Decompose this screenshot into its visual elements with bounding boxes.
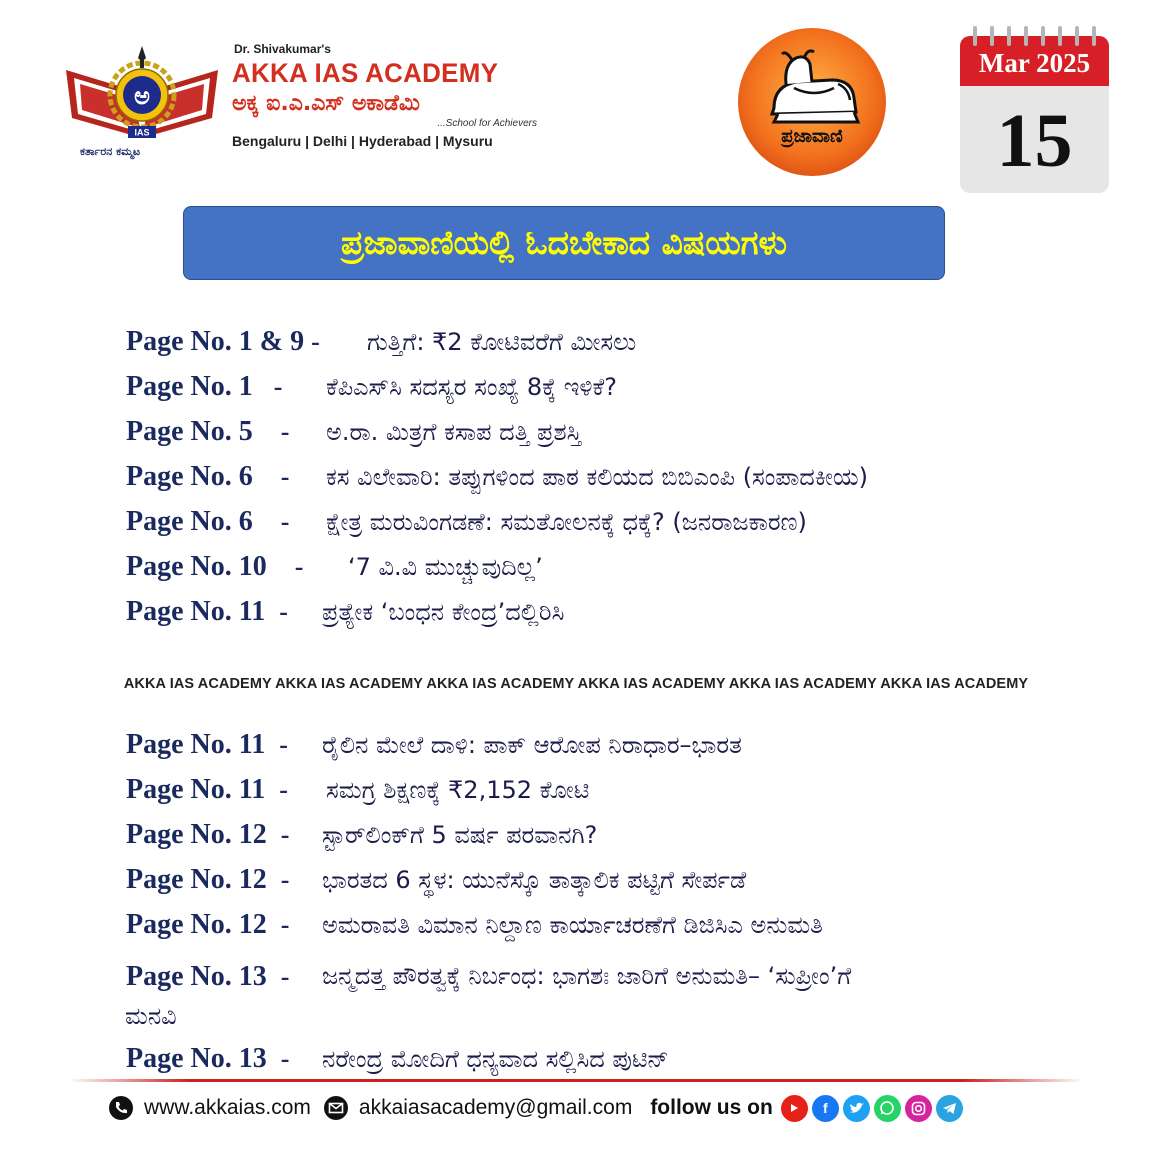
headline: ಗುತ್ತಿಗೆ: ₹2 ಕೋಟಿವರೆಗೆ ಮೀಸಲು bbox=[367, 328, 637, 356]
academy-tagline: ...School for Achievers bbox=[437, 118, 537, 129]
page-number: Page No. 13 - bbox=[126, 961, 290, 992]
academy-prefix: Dr. Shivakumar's bbox=[234, 42, 331, 56]
headline: ಪ್ರತ್ಯೇಕ ‘ಬಂಧನ ಕೇಂದ್ರ’ದಲ್ಲಿರಿಸಿ bbox=[322, 598, 565, 626]
phone-icon bbox=[108, 1095, 134, 1121]
email-icon bbox=[323, 1095, 349, 1121]
academy-name: AKKA IAS ACADEMY bbox=[232, 58, 499, 88]
svg-text:ಅ: ಅ bbox=[134, 82, 150, 110]
page-number: Page No. 1 - bbox=[126, 371, 283, 402]
headline: ‘7 ವಿ.ವಿ ಮುಚ್ಚುವುದಿಲ್ಲ’ bbox=[348, 553, 543, 581]
follow-label: follow us on bbox=[650, 1096, 773, 1119]
headline: ಅಮರಾವತಿ ವಿಮಾನ ನಿಲ್ದಾಣ ಕಾರ್ಯಾಚರಣೆಗೆ ಡಿಜಿಸಿಎ ಅನುಮತಿ bbox=[322, 911, 823, 939]
academy-brand bbox=[232, 42, 562, 149]
title-banner bbox=[183, 206, 945, 280]
headline-continuation: ಮನವಿ bbox=[125, 1002, 177, 1030]
page-number: Page No. 11 - bbox=[126, 596, 288, 627]
headline: ಕ್ಷೇತ್ರ ಮರುವಿಂಗಡಣೆ: ಸಮತೋಲನಕ್ಕೆ ಧಕ್ಕೆ? (ಜನರಾಜಕಾರಣ) bbox=[326, 508, 807, 536]
instagram-icon[interactable] bbox=[905, 1095, 932, 1122]
list-item bbox=[126, 864, 1116, 909]
banner-title: ಪ್ರಜಾವಾಣಿಯಲ್ಲಿ ಓದಬೇಕಾದ ವಿಷಯಗಳು bbox=[341, 223, 787, 262]
twitter-icon[interactable] bbox=[843, 1095, 870, 1122]
telegram-icon[interactable] bbox=[936, 1095, 963, 1122]
headline: ಕಸ ವಿಲೇವಾರಿ: ತಪ್ಪುಗಳಿಂದ ಪಾಠ ಕಲಿಯದ ಬಿಬಿಎಂಪಿ (ಸಂಪಾದಕೀಯ) bbox=[326, 463, 869, 491]
date-calendar bbox=[960, 26, 1109, 193]
calendar-rings bbox=[970, 26, 1100, 48]
page-number: Page No. 12 - bbox=[126, 909, 290, 940]
list-item bbox=[126, 596, 1116, 641]
academy-name-kannada: ಅಕ್ಕ ಐ.ಎ.ಎಸ್ ಅಕಾಡೆಮಿ bbox=[232, 91, 420, 116]
page-number: Page No. 10 - bbox=[126, 551, 304, 582]
calendar-day: 15 bbox=[996, 99, 1073, 183]
footer-divider bbox=[68, 1079, 1084, 1082]
watermark-strip: AKKA IAS ACADEMY AKKA IAS ACADEMY AKKA IAS ACADEMY AKKA IAS ACADEMY AKKA IAS ACADEMY AKKA IAS ACADEMY bbox=[123, 676, 1029, 692]
list-item bbox=[126, 371, 1116, 416]
page-number: Page No. 11 - bbox=[126, 774, 288, 805]
list-item bbox=[126, 819, 1116, 864]
list-item bbox=[126, 551, 1116, 596]
headline: ಸಮಗ್ರ ಶಿಕ್ಷಣಕ್ಕೆ ₹2,152 ಕೋಟಿ bbox=[326, 776, 590, 804]
page-number: Page No. 6 - bbox=[126, 461, 290, 492]
academy-cities: Bengaluru | Delhi | Hyderabad | Mysuru bbox=[232, 133, 493, 149]
page-number: Page No. 11 - bbox=[126, 729, 288, 760]
headline: ಕೆಪಿಎಸ್‌ಸಿ ಸದಸ್ಯರ ಸಂಖ್ಯೆ 8ಕ್ಕೆ ಇಳಿಕೆ? bbox=[326, 373, 617, 401]
list-item bbox=[126, 774, 1116, 819]
list-item bbox=[126, 954, 1116, 1043]
headline: ಅ.ರಾ. ಮಿತ್ರಗೆ ಕಸಾಪ ದತ್ತಿ ಪ್ರಶಸ್ತಿ bbox=[326, 418, 582, 446]
list-item bbox=[126, 416, 1116, 461]
list-item bbox=[126, 326, 1116, 371]
whatsapp-icon[interactable] bbox=[874, 1095, 901, 1122]
headline: ಜನ್ಮದತ್ತ ಪೌರತ್ವಕ್ಕೆ ನಿರ್ಬಂಧ: ಭಾಗಶಃ ಜಾರಿಗೆ ಅನುಮತಿ– ‘ಸುಪ್ರೀಂ’ಗೆ bbox=[322, 962, 852, 990]
page-number: Page No. 5 - bbox=[126, 416, 290, 447]
academy-motto: ಕರ್ತಾರನ ಕಮ್ಮಟ bbox=[80, 145, 141, 158]
email-link[interactable]: akkaiasacademy@gmail.com bbox=[358, 1096, 633, 1119]
newspaper-name: ಪ್ರಜಾವಾಣಿ bbox=[781, 126, 843, 147]
page-number: Page No. 1 & 9 - bbox=[126, 326, 320, 357]
headline: ರೈಲಿನ ಮೇಲೆ ದಾಳಿ: ಪಾಕ್ ಆರೋಪ ನಿರಾಧಾರ–ಭಾರತ bbox=[322, 731, 742, 759]
emblem-label: IAS bbox=[134, 127, 150, 138]
facebook-icon[interactable]: f bbox=[812, 1095, 839, 1122]
page-number: Page No. 13 - bbox=[126, 1043, 290, 1074]
article-list-2 bbox=[126, 729, 1116, 1088]
page-number: Page No. 6 - bbox=[126, 506, 290, 537]
article-list-1 bbox=[126, 326, 1116, 641]
page-number: Page No. 12 - bbox=[126, 819, 290, 850]
list-item bbox=[126, 506, 1116, 551]
nandi-bull-icon bbox=[734, 24, 890, 180]
headline: ಭಾರತದ 6 ಸ್ಥಳ: ಯುನೆಸ್ಕೊ ತಾತ್ಕಾಲಿಕ ಪಟ್ಟಿಗೆ ಸೇರ್ಪಡೆ bbox=[322, 866, 747, 894]
list-item bbox=[126, 909, 1116, 954]
youtube-icon[interactable] bbox=[781, 1095, 808, 1122]
calendar-month-year: Mar 2025 bbox=[978, 48, 1091, 78]
headline: ಸ್ಟಾರ್‌ಲಿಂಕ್‌ಗೆ 5 ವರ್ಷ ಪರವಾನಗಿ? bbox=[322, 821, 598, 849]
list-item bbox=[126, 461, 1116, 506]
headline: ನರೇಂದ್ರ ಮೋದಿಗೆ ಧನ್ಯವಾದ ಸಲ್ಲಿಸಿದ ಪುಟಿನ್ bbox=[322, 1045, 669, 1073]
page-number: Page No. 12 - bbox=[126, 864, 290, 895]
footer bbox=[108, 1091, 967, 1125]
website-link[interactable]: www.akkaias.com bbox=[144, 1096, 311, 1119]
list-item bbox=[126, 729, 1116, 774]
